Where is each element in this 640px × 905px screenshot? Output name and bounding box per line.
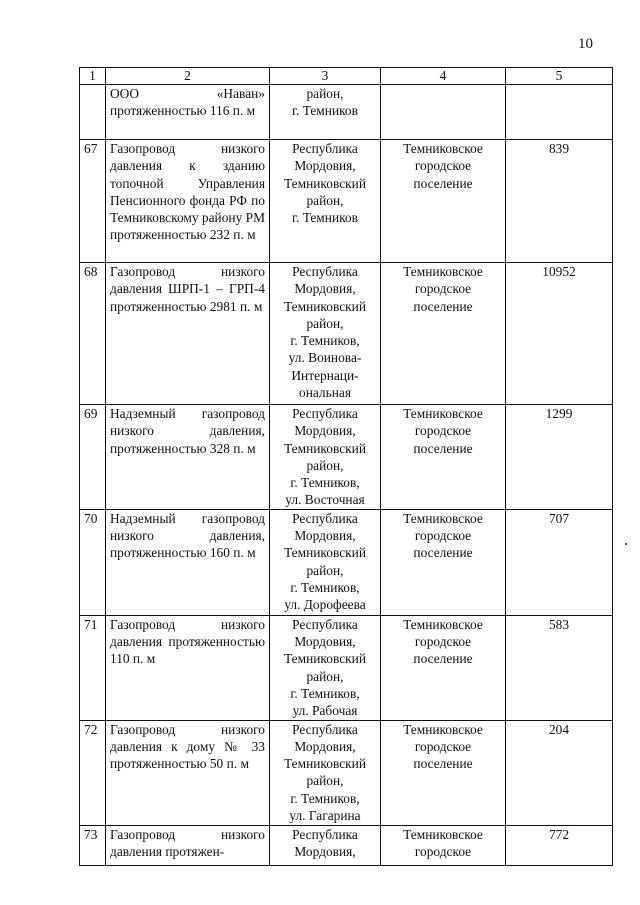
row-number: 72: [80, 720, 106, 825]
column-header: 5: [506, 68, 613, 85]
object-address: Республика Мордовия, Темниковский район, г. Темников, ул. Воинова- Интернаци- ональная: [270, 263, 381, 405]
table-row: [80, 615, 613, 720]
municipality: [381, 85, 506, 140]
municipality: Темниковское городское поселение: [381, 140, 506, 263]
value: [506, 85, 613, 140]
value: 772: [506, 825, 613, 865]
municipality: Темниковское городское поселение: [381, 405, 506, 510]
object-description: Газопровод низкого давления к зданию топочной Управления Пенсионного фонда РФ по Темниковскому району РМ протяженностью 232 п. м: [106, 140, 270, 263]
value: 1299: [506, 405, 613, 510]
object-description: Газопровод низкого давления протяжен-: [106, 825, 270, 865]
row-number: [80, 85, 106, 140]
header-row: [80, 68, 613, 85]
column-header: 4: [381, 68, 506, 85]
column-header: 3: [270, 68, 381, 85]
table-row: [80, 825, 613, 865]
row-number: 70: [80, 509, 106, 615]
municipality: Темниковское городское поселение: [381, 509, 506, 615]
column-header: 1: [80, 68, 106, 85]
row-number: 69: [80, 405, 106, 510]
value: 10952: [506, 263, 613, 405]
object-description: ООО «Наван» протяженностью 116 п. м: [106, 85, 270, 140]
object-description: Надземный газопровод низкого давления, протяженностью 328 п. м: [106, 405, 270, 510]
object-description: Газопровод низкого давления ШРП-1 – ГРП-4 протяженностью 2981 п. м: [106, 263, 270, 405]
object-address: Республика Мордовия, Темниковский район, г. Темников: [270, 140, 381, 263]
page-number: 10: [578, 36, 593, 52]
municipality: Темниковское городское поселение: [381, 720, 506, 825]
row-number: 67: [80, 140, 106, 263]
object-address: Республика Мордовия,: [270, 825, 381, 865]
row-number: 68: [80, 263, 106, 405]
value: 707: [506, 509, 613, 615]
object-address: район, г. Темников: [270, 85, 381, 140]
row-number: 73: [80, 825, 106, 865]
municipality: Темниковское городское поселение: [381, 615, 506, 720]
municipality: Темниковское городское поселение: [381, 263, 506, 405]
column-header: 2: [106, 68, 270, 85]
table-row: [80, 509, 613, 615]
value: 583: [506, 615, 613, 720]
registry-table: [79, 67, 613, 866]
object-address: Республика Мордовия, Темниковский район, г. Темников, ул. Восточная: [270, 405, 381, 510]
object-address: Республика Мордовия, Темниковский район, г. Темников, ул. Дорофеева: [270, 509, 381, 615]
table-row: [80, 263, 613, 405]
value: 204: [506, 720, 613, 825]
object-address: Республика Мордовия, Темниковский район, г. Темников, ул. Гагарина: [270, 720, 381, 825]
table-row: [80, 140, 613, 263]
municipality: Темниковское городское: [381, 825, 506, 865]
table-row: [80, 720, 613, 825]
table-row: [80, 85, 613, 140]
scan-speck: [625, 543, 627, 545]
object-description: Газопровод низкого давления к дому № 33 протяженностью 50 п. м: [106, 720, 270, 825]
object-description: Надземный газопровод низкого давления, протяженностью 160 п. м: [106, 509, 270, 615]
row-number: 71: [80, 615, 106, 720]
table-row: [80, 405, 613, 510]
object-description: Газопровод низкого давления протяженностью 110 п. м: [106, 615, 270, 720]
object-address: Республика Мордовия, Темниковский район, г. Темников, ул. Рабочая: [270, 615, 381, 720]
value: 839: [506, 140, 613, 263]
